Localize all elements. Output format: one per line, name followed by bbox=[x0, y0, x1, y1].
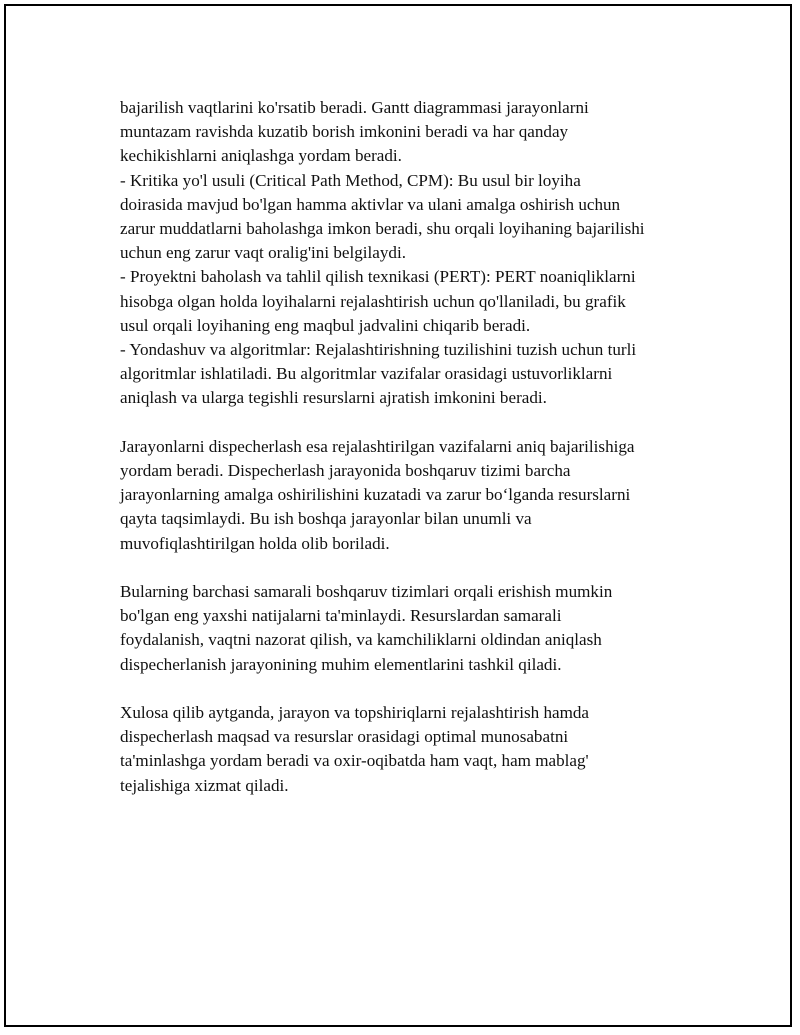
paragraph-spacer bbox=[120, 556, 700, 580]
text-line: ta'minlashga yordam beradi va oxir-oqibatda ham vaqt, ham mablag' bbox=[120, 751, 589, 771]
text-line: bajarilish vaqtlarini ko'rsatib beradi. Gantt diagrammasi jarayonlarni bbox=[120, 98, 589, 117]
text-line: qayta taqsimlaydi. Bu ish boshqa jarayonlar bilan unumli va bbox=[120, 509, 532, 529]
document-page bbox=[4, 4, 792, 1027]
paragraph-conclusion bbox=[120, 701, 700, 798]
text-line: dispecherlanish jarayonining muhim elementlarini tashkil qiladi. bbox=[120, 654, 562, 674]
text-line: Jarayonlarni dispecherlash esa rejalashtirilgan vazifalarni aniq bajarilishiga bbox=[120, 436, 635, 456]
text-line: - Kritika yo'l usuli (Critical Path Method, CPM): Bu usul bir loyiha bbox=[120, 170, 581, 190]
text-line: hisobga olgan holda loyihalarni rejalashtirish uchun qo'llaniladi, bu grafik bbox=[120, 291, 626, 311]
paragraph-spacer bbox=[120, 411, 700, 435]
text-line: aniqlash va ularga tegishli resurslarni ajratish imkonini beradi. bbox=[120, 388, 547, 408]
text-line: kechikishlarni aniqlashga yordam beradi. bbox=[120, 146, 402, 166]
text-line: yordam beradi. Dispecherlash jarayonida boshqaruv tizimi barcha bbox=[120, 461, 571, 481]
text-line: muntazam ravishda kuzatib borish imkonini beradi va har qanday bbox=[120, 122, 569, 142]
paragraph-results bbox=[120, 580, 700, 677]
text-line: uchun eng zarur vaqt oralig'ini belgilaydi. bbox=[120, 243, 406, 263]
text-line: - Proyektni baholash va tahlil qilish texnikasi (PERT): PERT noaniqliklarni bbox=[120, 267, 636, 287]
text-line: tejalishiga xizmat qiladi. bbox=[120, 775, 289, 795]
text-line: algoritmlar ishlatiladi. Bu algoritmlar vazifalar orasidagi ustuvorliklarni bbox=[120, 364, 613, 384]
text-line: dispecherlash maqsad va resurslar orasidagi optimal munosabatni bbox=[120, 727, 569, 747]
paragraph-spacer bbox=[120, 677, 700, 701]
paragraph-dispatching bbox=[120, 435, 700, 556]
text-line: jarayonlarning amalga oshirilishini kuzatadi va zarur bo‘lganda resurslarni bbox=[120, 485, 631, 505]
document-body bbox=[120, 96, 700, 798]
text-line: zarur muddatlarni baholashga imkon beradi, shu orqali loyihaning bajarilishi bbox=[120, 219, 645, 239]
text-line: doirasida mavjud bo'lgan hamma aktivlar va ulani amalga oshirish uchun bbox=[120, 194, 621, 214]
paragraph-methods bbox=[120, 96, 700, 411]
text-line: - Yondashuv va algoritmlar: Rejalashtirishning tuzilishini tuzish uchun turli bbox=[120, 340, 637, 360]
text-line: Bularning barchasi samarali boshqaruv tizimlari orqali erishish mumkin bbox=[120, 582, 613, 602]
text-line: usul orqali loyihaning eng maqbul jadvalini chiqarib beradi. bbox=[120, 315, 531, 335]
text-line: foydalanish, vaqtni nazorat qilish, va kamchiliklarni oldindan aniqlash bbox=[120, 630, 602, 650]
text-line: bo'lgan eng yaxshi natijalarni ta'minlaydi. Resurslardan samarali bbox=[120, 606, 562, 626]
text-line: muvofiqlashtirilgan holda olib boriladi. bbox=[120, 533, 390, 553]
text-line: Xulosa qilib aytganda, jarayon va topshiriqlarni rejalashtirish hamda bbox=[120, 703, 590, 723]
